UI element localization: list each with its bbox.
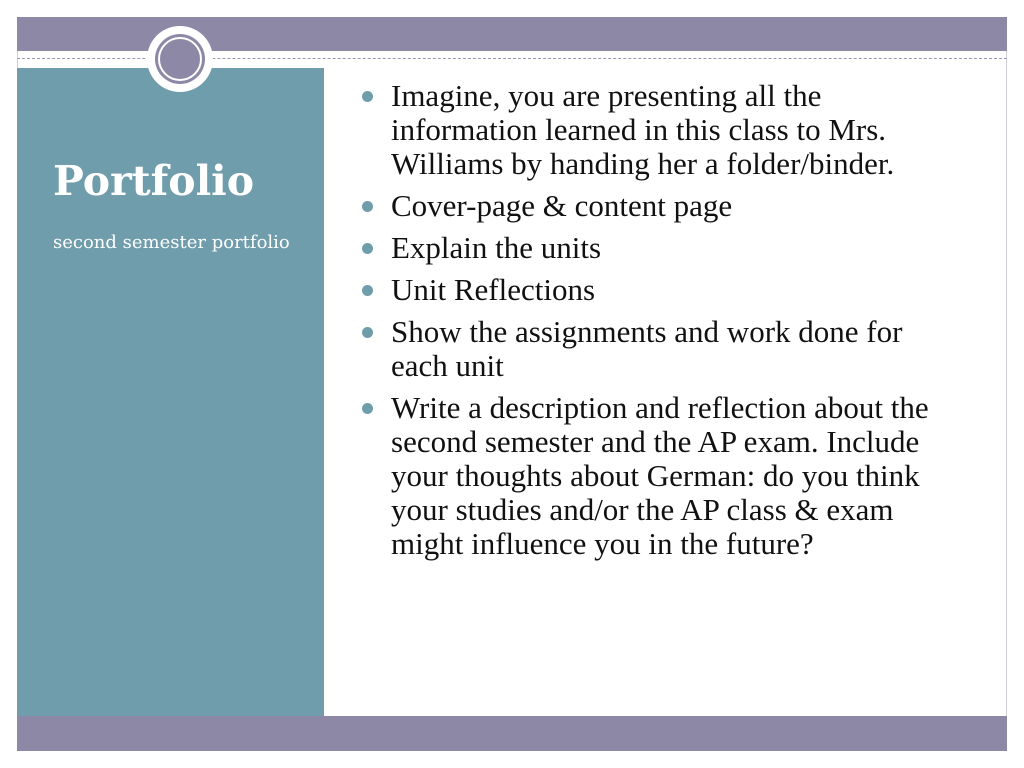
bullet-dot-icon — [362, 327, 373, 338]
bullet-item — [360, 79, 950, 181]
bottom-band — [17, 716, 1007, 751]
bullet-item — [360, 391, 950, 561]
bullet-dot-icon — [362, 403, 373, 414]
bullet-text: Unit Reflections — [391, 272, 596, 307]
bullet-text: Cover-page & content page — [391, 188, 733, 223]
emblem-inner-ring — [158, 37, 202, 81]
emblem-ring — [155, 34, 205, 84]
bullet-item — [360, 273, 950, 307]
bullet-text: Write a description and reflection about the second semester and the AP exam. Include your thoughts about German: do you think your studies and/or the AP class & exam might influence you in the future? — [391, 390, 929, 561]
bullet-dot-icon — [362, 243, 373, 254]
bullet-item — [360, 231, 950, 265]
bullet-dot-icon — [362, 91, 373, 102]
bullet-text: Explain the units — [391, 230, 602, 265]
bullet-dot-icon — [362, 285, 373, 296]
bullet-list — [360, 79, 950, 569]
slide-title: Portfolio — [53, 157, 255, 205]
bullet-text: Imagine, you are presenting all the information learned in this class to Mrs. Williams by handing her a folder/binder. — [391, 78, 895, 181]
bullet-item — [360, 189, 950, 223]
circle-emblem-icon — [147, 26, 213, 92]
bullet-dot-icon — [362, 201, 373, 212]
bullet-text: Show the assignments and work done for each unit — [391, 314, 903, 383]
slide-subtitle: second semester portfolio — [53, 232, 290, 253]
bullet-item — [360, 315, 950, 383]
